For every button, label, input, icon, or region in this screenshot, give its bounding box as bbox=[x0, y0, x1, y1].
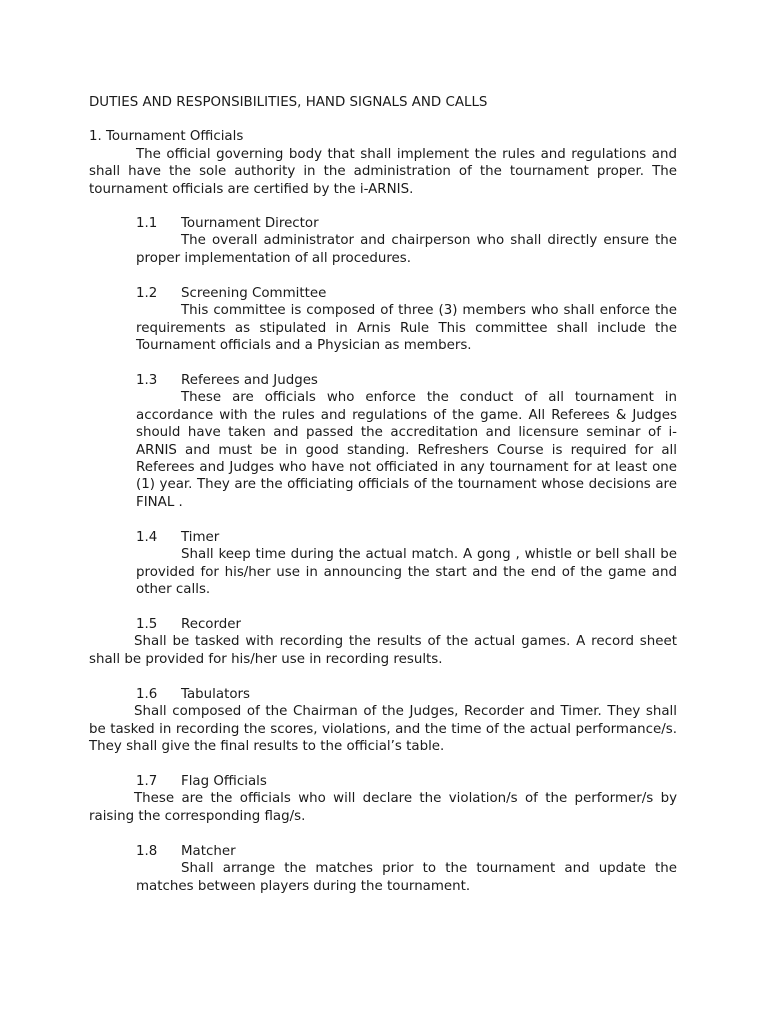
subsection-title: Recorder bbox=[181, 617, 242, 632]
subsection-timer bbox=[136, 529, 677, 599]
subsection-tabulators bbox=[89, 686, 677, 756]
subsection-heading bbox=[136, 773, 677, 790]
subsection-body: These are the officials who will declare the violation/s of the performer/s by raising the corresponding flag/s. bbox=[89, 791, 677, 824]
subsection-heading bbox=[136, 372, 677, 389]
subsection-body: Shall be tasked with recording the results of the actual games. A record sheet shall be provided for his/her use in recording results. bbox=[89, 634, 677, 667]
subsection-title: Matcher bbox=[181, 844, 236, 859]
subsection-heading bbox=[136, 215, 677, 232]
section-title: 1. Tournament Officials bbox=[89, 129, 244, 144]
subsection-heading bbox=[136, 686, 677, 703]
subsection-heading bbox=[136, 616, 677, 633]
subsection-body: Shall composed of the Chairman of the Judges, Recorder and Timer. They shall be tasked in recording the scores, violations, and the time of the actual performance/s. They shall give the final results to the official’s table. bbox=[89, 704, 677, 755]
subsection-number: 1.4 bbox=[136, 530, 158, 545]
subsection-title: Referees and Judges bbox=[181, 373, 318, 388]
subsection-title: Flag Officials bbox=[181, 774, 267, 789]
subsection-number: 1.3 bbox=[136, 373, 158, 388]
subsection-number: 1.8 bbox=[136, 844, 158, 859]
subsection-title: Timer bbox=[181, 530, 220, 545]
subsection-heading bbox=[136, 529, 677, 546]
subsection-flag-officials bbox=[89, 773, 677, 825]
section-intro: The official governing body that shall implement the rules and regulations and shall have the sole authority in the administration of the tournament proper. The tournament officials are certified by the i-ARNIS. bbox=[89, 147, 677, 197]
subsection-title: Tabulators bbox=[181, 687, 251, 702]
subsection-number: 1.1 bbox=[136, 216, 158, 231]
subsection-number: 1.5 bbox=[136, 617, 158, 632]
subsection-number: 1.6 bbox=[136, 687, 158, 702]
subsection-number: 1.7 bbox=[136, 774, 158, 789]
subsection-body: Shall arrange the matches prior to the tournament and update the matches between players during the tournament. bbox=[136, 861, 677, 894]
subsection-body: This committee is composed of three (3) members who shall enforce the requirements as stipulated in Arnis Rule This committee shall include the Tournament officials and a Physician as members. bbox=[136, 303, 677, 354]
subsection-number: 1.2 bbox=[136, 286, 158, 301]
subsection-body: Shall keep time during the actual match. A gong , whistle or bell shall be provided for his/her use in announcing the start and the end of the game and other calls. bbox=[136, 547, 677, 598]
subsection-matcher bbox=[136, 843, 677, 895]
subsection-body: These are officials who enforce the conduct of all tournament in accordance with the rules and regulations of the game. All Referees & Judges should have taken and passed the accreditation and licensure seminar of i-ARNIS and must be in good standing. Refreshers Course is required for all Referees and Judges who have not officiated in any tournament for at least one (1) year. They are the officiating officials of the tournament whose decisions are FINAL . bbox=[136, 390, 677, 510]
subsection-recorder bbox=[89, 616, 677, 668]
subsection-screening-committee bbox=[136, 285, 677, 355]
subsection-body: The overall administrator and chairperson who shall directly ensure the proper implementation of all procedures. bbox=[136, 233, 677, 266]
subsection-heading bbox=[136, 843, 677, 860]
subsection-heading bbox=[136, 285, 677, 302]
document-heading: DUTIES AND RESPONSIBILITIES, HAND SIGNALS AND CALLS bbox=[89, 95, 488, 110]
subsection-title: Tournament Director bbox=[181, 216, 319, 231]
subsection-tournament-director bbox=[136, 215, 677, 267]
subsection-title: Screening Committee bbox=[181, 286, 327, 301]
subsection-referees-and-judges bbox=[136, 372, 677, 511]
